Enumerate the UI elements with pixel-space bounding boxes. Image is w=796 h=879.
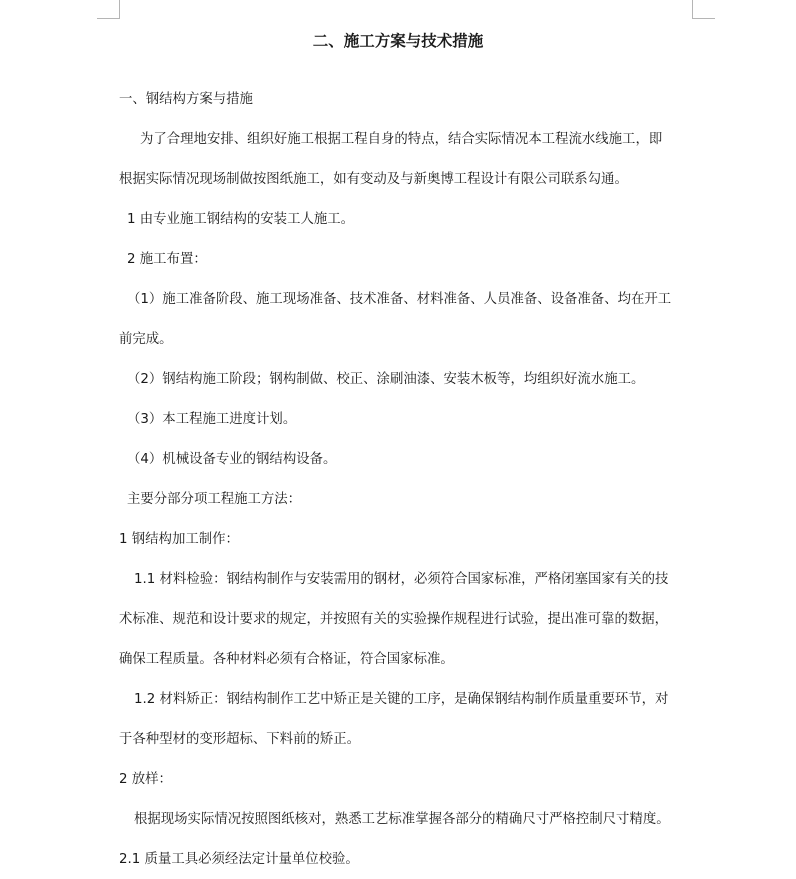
paragraph-line: 前完成。 [119, 332, 173, 347]
margin-mark-left-horizontal [97, 18, 120, 19]
paragraph-line: 术标准、规范和设计要求的规定，并按照有关的实验操作规程进行试验，提出准可靠的数据， [119, 612, 669, 627]
paragraph-line: 2 放样： [119, 772, 172, 787]
paragraph-line: （3）本工程施工进度计划。 [127, 412, 297, 427]
margin-mark-right-vertical [692, 0, 693, 18]
paragraph-line: 1.1 材料检验：钢结构制作与安装需用的钢材，必须符合国家标准，严格闭塞国家有关的技 [134, 572, 669, 587]
paragraph-line: 主要分部分项工程施工方法： [127, 492, 302, 507]
paragraph-line: （1）施工准备阶段、施工现场准备、技术准备、材料准备、人员准备、设备准备、均在开工 [127, 292, 672, 307]
margin-mark-right-horizontal [692, 18, 715, 19]
paragraph-line: 2 施工布置： [127, 252, 207, 267]
paragraph-line: 2.1 质量工具必须经法定计量单位校验。 [119, 852, 359, 867]
paragraph-line: 根据实际情况现场制做按图纸施工，如有变动及与新奥博工程设计有限公司联系勾通。 [119, 172, 628, 187]
paragraph-line: 1 由专业施工钢结构的安装工人施工。 [127, 212, 355, 227]
margin-mark-left-vertical [119, 0, 120, 18]
paragraph-line: （4）机械设备专业的钢结构设备。 [127, 452, 337, 467]
paragraph-line: 1.2 材料矫正：钢结构制作工艺中矫正是关键的工序，是确保钢结构制作质量重要环节，对 [134, 692, 669, 707]
document-title: 二、施工方案与技术措施 [312, 32, 484, 50]
paragraph-line: 根据现场实际情况按照图纸核对，熟悉工艺标准掌握各部分的精确尺寸严格控制尺寸精度。 [134, 812, 670, 827]
section-heading: 一、钢结构方案与措施 [119, 92, 253, 107]
paragraph-line: 1 钢结构加工制作： [119, 532, 239, 547]
paragraph-line: 确保工程质量。各种材料必须有合格证，符合国家标准。 [119, 652, 454, 667]
paragraph-line: 于各种型材的变形超标、下料前的矫正。 [119, 732, 361, 747]
paragraph-line: （2）钢结构施工阶段；钢构制做、校正、涂刷油漆、安装木板等，均组织好流水施工。 [127, 372, 645, 387]
paragraph-line: 为了合理地安排、组织好施工根据工程自身的特点，结合实际情况本工程流水线施工，即 [140, 132, 663, 147]
